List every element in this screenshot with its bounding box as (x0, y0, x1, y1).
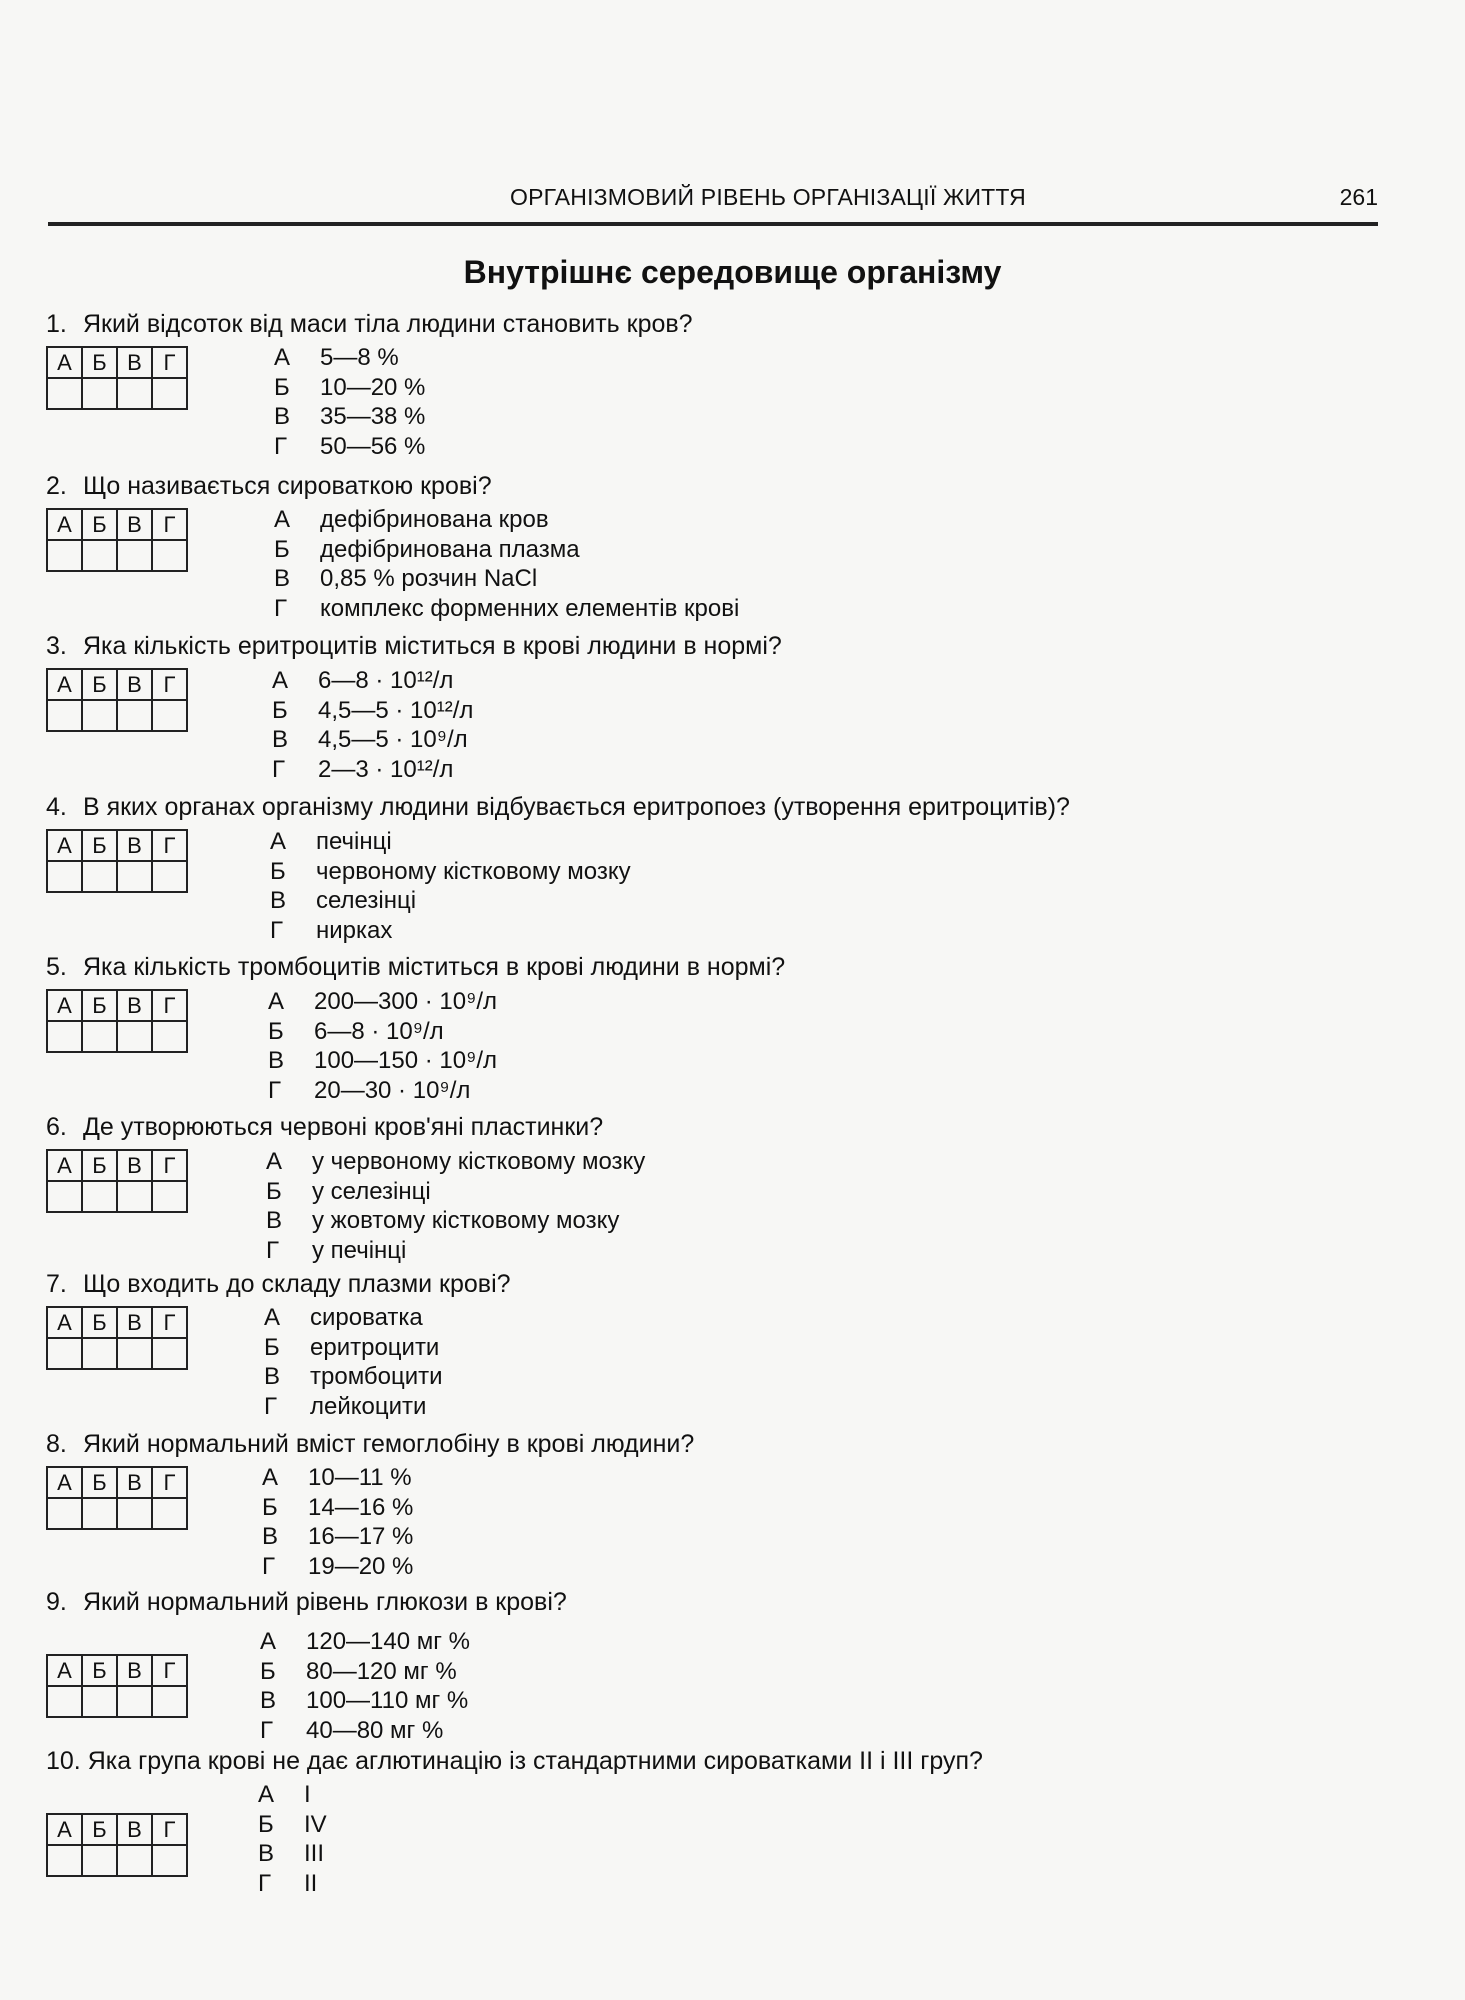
answer-grid-cell[interactable] (152, 700, 187, 731)
answer-grid-label: Б (82, 669, 117, 700)
question-text (46, 953, 785, 982)
answer-grid-cell[interactable] (152, 1845, 187, 1876)
question-number: 7. (46, 1270, 67, 1298)
answer-grid-label: В (117, 990, 152, 1021)
option-letter: А (274, 506, 291, 533)
answer-grid-label: Б (82, 830, 117, 861)
answer-grid-label: Б (82, 1150, 117, 1181)
option-letter: В (272, 726, 289, 753)
question-text (46, 632, 782, 661)
answer-grid-label: Г (152, 347, 187, 378)
option-letter: А (262, 1464, 279, 1491)
answer-grid (46, 989, 188, 1053)
answer-grid-label: Г (152, 509, 187, 540)
option-text: дефібринована кров (320, 506, 549, 533)
option-text: комплекс форменних елементів крові (320, 594, 740, 622)
answer-grid-cell[interactable] (47, 378, 82, 409)
question-text (46, 1270, 511, 1299)
question-number: 5. (46, 953, 67, 981)
page-header (48, 182, 1378, 226)
question-number: 9. (46, 1588, 67, 1616)
answer-grid-cell[interactable] (47, 861, 82, 892)
answer-grid (46, 1306, 188, 1370)
question-number: 3. (46, 632, 67, 660)
option-letter: А (264, 1304, 281, 1331)
question-label: Який відсоток від маси тіла людини становить кров? (82, 310, 693, 338)
question-number: 2. (46, 472, 67, 500)
answer-grid-label: В (117, 669, 152, 700)
question-text (46, 1747, 983, 1776)
option-letter: Б (266, 1177, 282, 1205)
answer-grid-label: Г (152, 669, 187, 700)
option-text: IV (304, 1810, 327, 1838)
option-text: 100—110 мг % (306, 1687, 469, 1714)
question-text (46, 472, 492, 501)
option-text: лейкоцити (310, 1392, 427, 1420)
answer-grid (46, 668, 188, 732)
answer-grid-cell[interactable] (152, 378, 187, 409)
option-text: печінці (316, 828, 392, 855)
option-letter: А (272, 667, 289, 694)
answer-grid-cell[interactable] (82, 1338, 117, 1369)
answer-grid (46, 1466, 188, 1530)
option-text: 40—80 мг % (306, 1716, 444, 1744)
answer-grid-label: А (47, 1150, 82, 1181)
answer-grid-label: А (47, 990, 82, 1021)
question-label: Який нормальний вміст гемоглобіну в крові людини? (82, 1430, 695, 1458)
answer-grid-cell[interactable] (82, 700, 117, 731)
option-letter: Б (264, 1333, 280, 1361)
answer-grid-label: В (117, 830, 152, 861)
option-letter: В (260, 1687, 277, 1714)
answer-grid (46, 1813, 188, 1877)
option-text: у жовтому кістковому мозку (312, 1207, 620, 1234)
option-letter: Г (272, 755, 285, 783)
answer-grid-cell[interactable] (47, 540, 82, 571)
question-label: Яка група крові не дає аглютинацію із стандартними сироватками II і III груп? (87, 1747, 983, 1775)
option-letter: Г (268, 1076, 281, 1104)
answer-grid-cell[interactable] (47, 1021, 82, 1052)
option-letter: Г (264, 1392, 277, 1420)
answer-grid (46, 1654, 188, 1718)
answer-grid-label: А (47, 1307, 82, 1338)
option-letter: Г (274, 432, 287, 460)
answer-grid-label: Б (82, 1467, 117, 1498)
option-text: 120—140 мг % (306, 1628, 471, 1655)
answer-grid-label: В (117, 1655, 152, 1686)
answer-grid (46, 1149, 188, 1213)
question-number: 4. (46, 793, 67, 821)
option-letter: В (258, 1840, 275, 1867)
option-text: 2—3 · 10¹²/л (318, 755, 454, 783)
answer-grid-cell[interactable] (117, 1686, 152, 1717)
option-text: II (304, 1869, 318, 1897)
option-text: I (304, 1781, 311, 1808)
option-text: 10—11 % (308, 1464, 412, 1491)
answer-grid-label: Б (82, 1814, 117, 1845)
option-letter: Г (270, 916, 283, 944)
option-letter: В (270, 887, 287, 914)
answer-grid-label: Б (82, 1307, 117, 1338)
question-number: 6. (46, 1113, 67, 1141)
option-text: селезінці (316, 887, 417, 914)
option-text: нирках (316, 916, 393, 944)
answer-grid-label: Г (152, 990, 187, 1021)
question-text (46, 1588, 567, 1617)
question-label: Що входить до складу плазми крові? (82, 1270, 511, 1298)
answer-grid-label: Г (152, 1814, 187, 1845)
option-text: тромбоцити (310, 1363, 443, 1390)
option-text: 6—8 · 10¹²/л (318, 667, 454, 694)
option-text: 200—300 · 10⁹/л (314, 988, 498, 1015)
option-letter: Б (258, 1810, 274, 1838)
option-letter: Б (262, 1493, 278, 1521)
answer-grid-label: А (47, 347, 82, 378)
option-letter: Г (266, 1236, 279, 1264)
answer-grid-cell[interactable] (152, 1686, 187, 1717)
option-text: 16—17 % (308, 1523, 414, 1550)
answer-grid-label: А (47, 1814, 82, 1845)
page-number: 261 (1339, 184, 1378, 210)
question-label: Де утворюються червоні кров'яні пластинки? (82, 1113, 604, 1141)
answer-grid-label: Б (82, 347, 117, 378)
answer-grid-cell[interactable] (82, 1181, 117, 1212)
question-label: Яка кількість тромбоцитів міститься в крові людини в нормі? (82, 953, 786, 981)
answer-grid-label: В (117, 1307, 152, 1338)
option-letter: Г (260, 1716, 273, 1744)
answer-grid-cell[interactable] (152, 540, 187, 571)
answer-grid-label: Г (152, 1655, 187, 1686)
answer-grid-cell[interactable] (47, 1686, 82, 1717)
answer-grid-cell[interactable] (47, 1338, 82, 1369)
answer-grid-label: А (47, 669, 82, 700)
answer-grid-cell[interactable] (152, 1181, 187, 1212)
question-text (46, 793, 1070, 822)
option-letter: Б (274, 373, 290, 401)
option-text: сироватка (310, 1304, 423, 1331)
question-number: 8. (46, 1430, 67, 1458)
option-letter: Г (258, 1869, 271, 1897)
answer-grid-label: Г (152, 830, 187, 861)
option-letter: Б (268, 1017, 284, 1045)
question-text (46, 1430, 694, 1459)
question-number: 10. (46, 1747, 81, 1775)
answer-grid-label: А (47, 509, 82, 540)
answer-grid-cell[interactable] (82, 540, 117, 571)
option-letter: А (274, 344, 291, 371)
option-text: 50—56 % (320, 432, 426, 460)
option-letter: Г (274, 594, 287, 622)
option-letter: Б (274, 535, 290, 563)
option-letter: В (268, 1047, 285, 1074)
option-letter: А (266, 1148, 283, 1175)
answer-grid-label: В (117, 1150, 152, 1181)
option-letter: А (268, 988, 285, 1015)
answer-grid-label: А (47, 830, 82, 861)
answer-grid-cell[interactable] (82, 378, 117, 409)
answer-grid-label: Б (82, 990, 117, 1021)
answer-grid-cell[interactable] (117, 1181, 152, 1212)
option-text: 0,85 % розчин NaCl (320, 565, 538, 592)
option-text: 5—8 % (320, 344, 399, 371)
answer-grid-cell[interactable] (117, 1845, 152, 1876)
answer-grid-cell[interactable] (82, 861, 117, 892)
option-text: еритроцити (310, 1333, 440, 1361)
answer-grid-cell[interactable] (117, 1338, 152, 1369)
answer-grid-label: А (47, 1655, 82, 1686)
answer-grid-cell[interactable] (82, 1686, 117, 1717)
option-letter: Б (270, 857, 286, 885)
question-label: В яких органах організму людини відбувається еритропоез (утворення еритроцитів)? (82, 793, 1070, 821)
option-letter: В (274, 403, 291, 430)
answer-grid-label: Б (82, 509, 117, 540)
answer-grid-cell[interactable] (117, 1021, 152, 1052)
option-text: 6—8 · 10⁹/л (314, 1017, 444, 1045)
answer-grid-cell[interactable] (152, 861, 187, 892)
option-text: 19—20 % (308, 1552, 414, 1580)
answer-grid-cell[interactable] (47, 1181, 82, 1212)
option-text: 4,5—5 · 10⁹/л (318, 726, 468, 753)
option-text: 35—38 % (320, 403, 426, 430)
answer-grid-cell[interactable] (117, 378, 152, 409)
question-label: Що називається сироваткою крові? (82, 472, 492, 500)
answer-grid (46, 508, 188, 572)
answer-grid-label: Г (152, 1150, 187, 1181)
answer-grid-cell[interactable] (117, 540, 152, 571)
answer-grid-cell[interactable] (117, 700, 152, 731)
option-text: 4,5—5 · 10¹²/л (318, 696, 474, 724)
option-letter: А (258, 1781, 275, 1808)
option-letter: В (274, 565, 291, 592)
answer-grid-cell[interactable] (82, 1498, 117, 1529)
answer-grid-cell[interactable] (47, 700, 82, 731)
running-title: ОРГАНІЗМОВИЙ РІВЕНЬ ОРГАНІЗАЦІЇ ЖИТТЯ (509, 184, 1026, 210)
option-letter: В (262, 1523, 279, 1550)
answer-grid-cell[interactable] (117, 861, 152, 892)
answer-grid-label: Г (152, 1467, 187, 1498)
option-text: 20—30 · 10⁹/л (314, 1076, 471, 1104)
answer-grid-cell[interactable] (117, 1498, 152, 1529)
option-text: 80—120 мг % (306, 1657, 457, 1685)
question-text (46, 310, 693, 339)
answer-grid-label: А (47, 1467, 82, 1498)
option-text: у печінці (312, 1236, 407, 1264)
option-text: III (304, 1840, 325, 1867)
answer-grid-label: В (117, 347, 152, 378)
option-text: у селезінці (312, 1177, 431, 1205)
question-number: 1. (46, 310, 67, 338)
option-letter: А (260, 1628, 277, 1655)
question-label: Який нормальний рівень глюкози в крові? (82, 1588, 567, 1616)
answer-grid-cell[interactable] (82, 1021, 117, 1052)
answer-grid-label: Г (152, 1307, 187, 1338)
option-letter: Г (262, 1552, 275, 1580)
answer-grid-label: В (117, 1814, 152, 1845)
answer-grid-cell[interactable] (47, 1845, 82, 1876)
answer-grid-cell[interactable] (82, 1845, 117, 1876)
option-letter: Б (272, 696, 288, 724)
answer-grid-label: Б (82, 1655, 117, 1686)
answer-grid-cell[interactable] (152, 1021, 187, 1052)
answer-grid-label: В (117, 509, 152, 540)
answer-grid (46, 829, 188, 893)
option-letter: Б (260, 1657, 276, 1685)
option-text: дефібринована плазма (320, 535, 580, 563)
question-text (46, 1113, 603, 1142)
option-letter: В (264, 1363, 281, 1390)
answer-grid-cell[interactable] (152, 1338, 187, 1369)
question-label: Яка кількість еритроцитів міститься в крові людини в нормі? (82, 632, 782, 660)
option-text: червоному кістковому мозку (316, 857, 631, 885)
answer-grid-label: В (117, 1467, 152, 1498)
section-title: Внутрішнє середовище організму (463, 254, 1002, 290)
option-letter: В (266, 1207, 283, 1234)
option-text: 14—16 % (308, 1493, 414, 1521)
answer-grid-cell[interactable] (47, 1498, 82, 1529)
option-text: 100—150 · 10⁹/л (314, 1047, 498, 1074)
answer-grid (46, 346, 188, 410)
option-text: у червоному кістковому мозку (312, 1148, 646, 1175)
option-text: 10—20 % (320, 373, 426, 401)
answer-grid-cell[interactable] (152, 1498, 187, 1529)
option-letter: А (270, 828, 287, 855)
